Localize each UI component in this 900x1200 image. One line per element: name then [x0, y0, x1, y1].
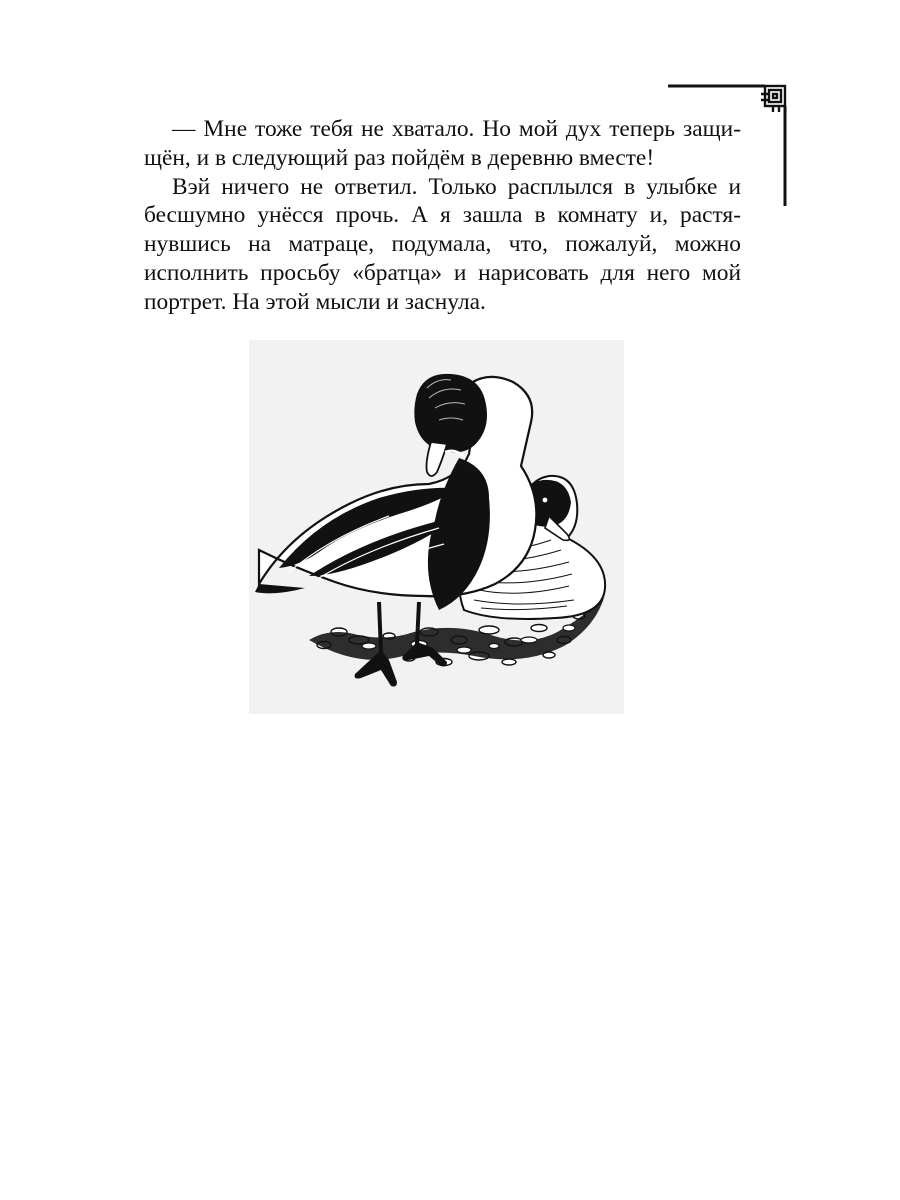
body-text — [144, 115, 741, 317]
ducks-illustration — [249, 340, 624, 714]
paragraph: Вэй ничего не ответил. Только расплылся в улыбке и бесшумно унёсся прочь. А я зашла в комнату и, растянувшись на матраце, подумала, что, пожалуй, можно исполнить просьбу «братца» и нарисовать для него мой портрет. На этой мысли и заснула. — [144, 173, 741, 315]
paragraph: — Мне тоже тебя не хватало. Но мой дух теперь защищён, и в следующий раз пойдём в деревню вместе! — [144, 116, 741, 171]
